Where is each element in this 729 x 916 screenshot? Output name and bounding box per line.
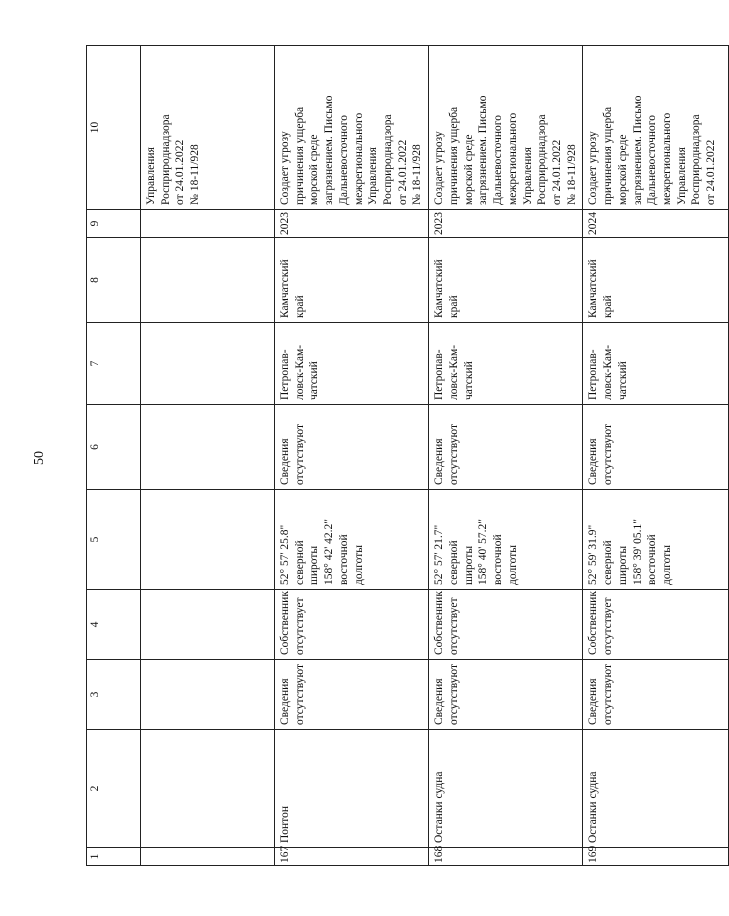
line: от 24.01.2022: [705, 139, 718, 205]
line: Петропав-: [433, 349, 446, 400]
line: Росприроднадзора: [690, 114, 703, 205]
owner-cell: [583, 590, 729, 660]
line: Собственник: [279, 591, 291, 655]
coords-cell: [429, 490, 583, 590]
line: Создает угрозу: [433, 131, 446, 205]
line: причинения ущерба: [447, 106, 460, 205]
line: Сведения: [587, 438, 600, 485]
line: отсутствует: [447, 597, 460, 655]
line: ловск-Кам-: [602, 344, 615, 400]
line: Собственник: [587, 591, 600, 655]
line: 158° 39' 05.1": [631, 519, 644, 585]
line: Собственник: [433, 591, 446, 655]
line: ловск-Кам-: [293, 344, 306, 400]
line: Росприроднадзора: [159, 114, 172, 205]
line: загрязнением. Письмо: [631, 95, 644, 205]
line: Сведения: [587, 678, 600, 725]
line: межрегионального: [660, 112, 673, 205]
table-row-169: [583, 46, 729, 866]
col6-cell: [429, 405, 583, 490]
header-cell: 9: [87, 210, 141, 238]
line: широты: [616, 545, 629, 585]
table-row-carryover: [141, 46, 275, 866]
line: от 24.01.2022: [550, 139, 563, 205]
line: Создает угрозу: [587, 131, 600, 205]
line: отсутствует: [293, 597, 306, 655]
city-cell: [429, 323, 583, 405]
line: межрегионального: [352, 112, 365, 205]
city-cell: [275, 323, 429, 405]
header-cell: 6: [87, 405, 141, 490]
table-cell: [141, 210, 275, 238]
year-cell: 2023: [275, 210, 429, 238]
line: долготы: [506, 545, 519, 585]
line: Управления: [145, 147, 157, 205]
line: № 18-11/928: [411, 144, 424, 205]
header-cell: 8: [87, 238, 141, 323]
line: широты: [462, 545, 475, 585]
line: отсутствуют: [602, 423, 615, 485]
note-cell: [275, 46, 429, 210]
owner-info-cell: [583, 660, 729, 730]
header-row: [87, 46, 141, 866]
coords-cell: [583, 490, 729, 590]
row-number-cell: 168: [429, 848, 583, 866]
note-cell: [583, 46, 729, 210]
line: Петропав-: [279, 349, 291, 400]
line: край: [602, 295, 615, 318]
line: северной: [293, 540, 306, 585]
line: Сведения: [279, 438, 291, 485]
object-cell: Останки судна: [583, 730, 729, 848]
table-cell: [141, 730, 275, 848]
note-cell: [429, 46, 583, 210]
col6-cell: [275, 405, 429, 490]
header-cell: 2: [87, 730, 141, 848]
line: Сведения: [433, 438, 446, 485]
line: ловск-Кам-: [447, 344, 460, 400]
region-cell: [583, 238, 729, 323]
line: восточной: [646, 534, 659, 585]
table-cell: [141, 660, 275, 730]
line: Сведения: [433, 678, 446, 725]
region-cell: [429, 238, 583, 323]
line: загрязнением. Письмо: [323, 95, 336, 205]
page-number: 50: [32, 451, 47, 465]
line: северной: [602, 540, 615, 585]
line: Сведения: [279, 678, 291, 725]
line: Дальневосточного: [646, 115, 659, 205]
line: 52° 57' 25.8": [279, 524, 291, 585]
table-cell: [141, 323, 275, 405]
owner-cell: [275, 590, 429, 660]
line: отсутствуют: [447, 663, 460, 725]
line: долготы: [660, 545, 673, 585]
header-cell: 5: [87, 490, 141, 590]
line: № 18-11/928: [189, 144, 202, 205]
line: северной: [447, 540, 460, 585]
line: чатский: [308, 361, 321, 400]
line: Управления: [367, 147, 380, 205]
row-number-cell: 167: [275, 848, 429, 866]
line: Управления: [521, 147, 534, 205]
year-cell: 2023: [429, 210, 583, 238]
line: Дальневосточного: [337, 115, 350, 205]
owner-cell: [429, 590, 583, 660]
header-cell: 4: [87, 590, 141, 660]
line: отсутствует: [602, 597, 615, 655]
table-cell: [141, 590, 275, 660]
rotated-page-content: [86, 46, 718, 866]
line: Камчатский: [433, 259, 446, 318]
line: Создает угрозу: [279, 131, 291, 205]
line: причинения ущерба: [293, 106, 306, 205]
line: восточной: [337, 534, 350, 585]
table-row-167: [275, 46, 429, 866]
city-cell: [583, 323, 729, 405]
line: Камчатский: [279, 259, 291, 318]
line: Дальневосточного: [492, 115, 505, 205]
line: морской среде: [616, 134, 629, 205]
line: Управления: [675, 147, 688, 205]
line: № 18-11/928: [565, 144, 578, 205]
line: Камчатский: [587, 259, 600, 318]
line: чатский: [462, 361, 475, 400]
owner-info-cell: [275, 660, 429, 730]
line: Росприроднадзора: [382, 114, 395, 205]
header-cell: 3: [87, 660, 141, 730]
header-cell: 7: [87, 323, 141, 405]
object-cell: Понтон: [275, 730, 429, 848]
line: край: [293, 295, 306, 318]
line: 158° 42' 42.2": [323, 519, 336, 585]
year-cell: 2024: [583, 210, 729, 238]
owner-info-cell: [429, 660, 583, 730]
table-cell: [141, 848, 275, 866]
line: чатский: [616, 361, 629, 400]
header-cell: 1: [87, 848, 141, 866]
carryover-note-cell: [141, 46, 275, 210]
table-cell: [141, 405, 275, 490]
line: отсутствуют: [602, 663, 615, 725]
line: причинения ущерба: [602, 106, 615, 205]
table-cell: [141, 238, 275, 323]
line: морской среде: [462, 134, 475, 205]
coords-cell: [275, 490, 429, 590]
line: Петропав-: [587, 349, 600, 400]
row-number-cell: 169: [583, 848, 729, 866]
line: 52° 57' 21.7": [433, 524, 446, 585]
line: загрязнением. Письмо: [477, 95, 490, 205]
line: долготы: [352, 545, 365, 585]
region-cell: [275, 238, 429, 323]
line: отсутствуют: [293, 663, 306, 725]
line: отсутствуют: [293, 423, 306, 485]
table-cell: [141, 490, 275, 590]
line: межрегионального: [506, 112, 519, 205]
line: 158° 40' 57.2": [477, 519, 490, 585]
line: широты: [308, 545, 321, 585]
vessels-table: [86, 45, 729, 866]
line: от 24.01.2022: [396, 139, 409, 205]
header-cell: 10: [87, 46, 141, 210]
line: от 24.01.2022: [174, 139, 187, 205]
object-cell: Останки судна: [429, 730, 583, 848]
col6-cell: [583, 405, 729, 490]
line: край: [447, 295, 460, 318]
line: 52° 59' 31.9": [587, 524, 600, 585]
table-row-168: [429, 46, 583, 866]
line: отсутствуют: [447, 423, 460, 485]
line: морской среде: [308, 134, 321, 205]
line: восточной: [492, 534, 505, 585]
line: Росприроднадзора: [536, 114, 549, 205]
